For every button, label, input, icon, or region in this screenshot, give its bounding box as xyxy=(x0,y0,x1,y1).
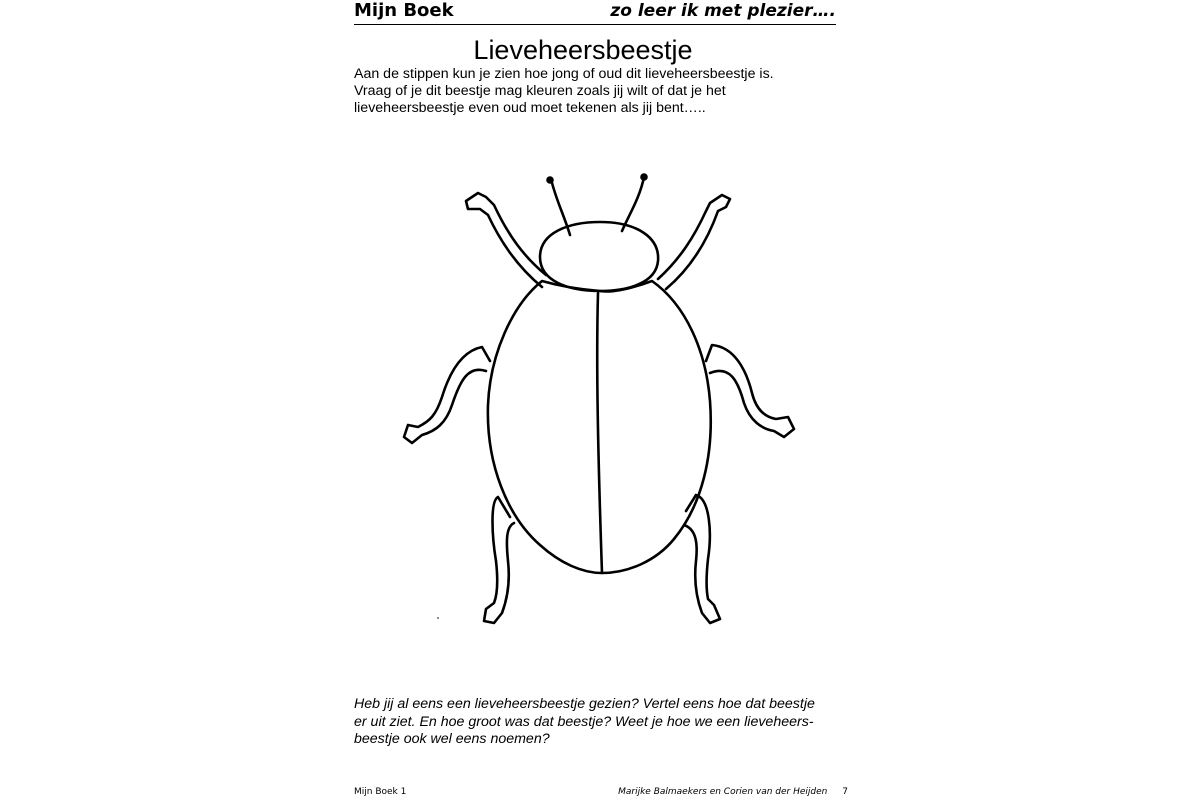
page-number: 7 xyxy=(842,787,848,797)
wing-seam xyxy=(597,293,602,573)
footer-book-label: Mijn Boek 1 xyxy=(354,787,407,797)
question-line: beestje ook wel eens noemen? xyxy=(354,731,550,747)
question-text xyxy=(354,696,834,749)
intro-text xyxy=(354,66,834,117)
middle-right-leg xyxy=(706,345,794,437)
ladybug-head xyxy=(540,222,658,291)
page-title: Lieveheersbeestje xyxy=(473,35,693,65)
right-antenna xyxy=(622,177,644,231)
middle-left-leg xyxy=(404,347,490,443)
ladybug-illustration xyxy=(390,165,810,640)
left-antenna-tip xyxy=(548,178,553,183)
header-slogan: zo leer ik met plezier…. xyxy=(610,1,836,21)
page-footer-right xyxy=(618,787,848,798)
paper-speck xyxy=(437,617,439,619)
footer-authors: Marijke Balmaekers en Corien van der Heijden xyxy=(618,787,828,797)
page-header xyxy=(354,0,836,25)
intro-line: Aan de stippen kun je zien hoe jong of oud dit lieveheersbeestje is. xyxy=(354,66,774,82)
question-line: er uit ziet. En hoe groot was dat beestje? Weet je hoe we een lieveheers- xyxy=(354,713,814,730)
hind-left-leg xyxy=(484,497,514,623)
front-right-leg xyxy=(658,195,730,289)
intro-line: lieveheersbeestje even oud moet tekenen als jij bent….. xyxy=(354,100,706,116)
right-antenna-tip xyxy=(642,175,647,180)
header-book-title: Mijn Boek xyxy=(354,0,454,21)
question-line: Heb jij al eens een lieveheersbeestje gezien? Vertel eens hoe dat beestje xyxy=(354,696,815,712)
front-left-leg xyxy=(466,193,546,287)
intro-line: Vraag of je dit beestje mag kleuren zoals jij wilt of dat je het xyxy=(354,83,726,99)
